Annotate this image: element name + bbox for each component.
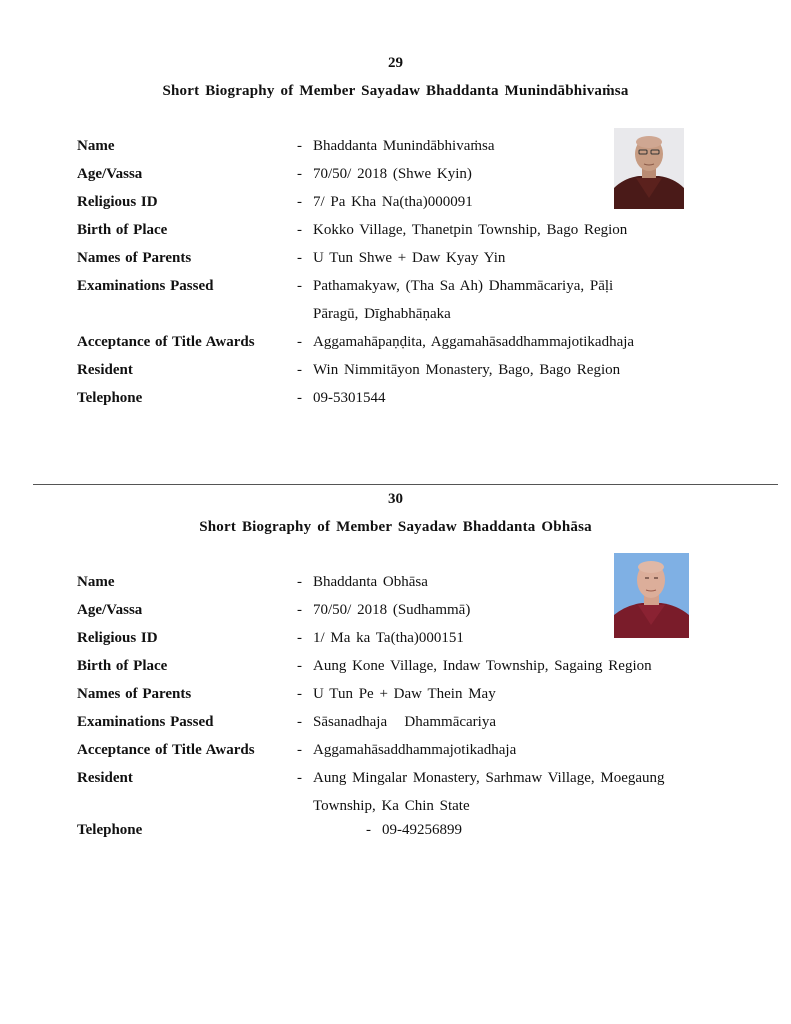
field-row xyxy=(0,714,791,736)
field-row xyxy=(0,602,791,624)
field-separator: - xyxy=(297,194,302,210)
field-row xyxy=(0,138,791,160)
field-value: 70/50/ 2018 (Shwe Kyin) xyxy=(313,166,472,182)
field-value: Pathamakyaw, (Tha Sa Ah) Dhammācariya, Pāḷi xyxy=(313,278,614,294)
field-separator: - xyxy=(297,630,302,646)
field-value: Aung Mingalar Monastery, Sarhmaw Village, Moegaung xyxy=(313,770,665,786)
section-29-number: 29 xyxy=(388,55,403,71)
field-separator: - xyxy=(297,250,302,266)
field-label: Age/Vassa xyxy=(77,602,143,618)
field-row xyxy=(0,222,791,244)
field-value: Win Nimmitāyon Monastery, Bago, Bago Region xyxy=(313,362,621,378)
field-separator: - xyxy=(297,574,302,590)
field-row xyxy=(0,362,791,384)
field-value: Bhaddanta Obhāsa xyxy=(313,574,428,590)
field-label: Examinations Passed xyxy=(77,278,214,294)
field-row xyxy=(0,630,791,652)
field-label: Resident xyxy=(77,770,133,786)
field-separator: - xyxy=(297,602,302,618)
field-label: Resident xyxy=(77,362,133,378)
field-value-continuation: Pāragū, Dīghabhāṇaka xyxy=(313,306,451,322)
field-separator: - xyxy=(297,278,302,294)
field-separator: - xyxy=(297,686,302,702)
field-separator: - xyxy=(297,714,302,730)
field-separator: - xyxy=(366,822,371,838)
field-value: Kokko Village, Thanetpin Township, Bago Region xyxy=(313,222,628,238)
section-30-number: 30 xyxy=(388,491,403,507)
field-label: Name xyxy=(77,138,115,154)
field-separator: - xyxy=(297,770,302,786)
field-row xyxy=(0,334,791,356)
field-value: 70/50/ 2018 (Sudhammā) xyxy=(313,602,471,618)
section-29-title: Short Biography of Member Sayadaw Bhaddanta Munindābhivaṁsa xyxy=(162,83,629,99)
field-label: Name xyxy=(77,574,115,590)
field-value: Aung Kone Village, Indaw Township, Sagaing Region xyxy=(313,658,652,674)
field-separator: - xyxy=(297,334,302,350)
field-row xyxy=(0,770,791,792)
field-separator: - xyxy=(297,138,302,154)
field-value: 1/ Ma ka Ta(tha)000151 xyxy=(313,630,464,646)
field-row xyxy=(0,278,791,300)
field-row xyxy=(0,194,791,216)
field-row xyxy=(0,742,791,764)
field-label: Telephone xyxy=(77,390,143,406)
field-label: Religious ID xyxy=(77,630,158,646)
section-30-title: Short Biography of Member Sayadaw Bhaddanta Obhāsa xyxy=(199,519,592,535)
field-separator: - xyxy=(297,390,302,406)
field-value: Sāsanadhaja Dhammācariya xyxy=(313,714,497,730)
field-separator: - xyxy=(297,742,302,758)
field-label: Acceptance of Title Awards xyxy=(77,742,255,758)
field-label: Names of Parents xyxy=(77,686,192,702)
field-label: Birth of Place xyxy=(77,222,168,238)
field-label: Age/Vassa xyxy=(77,166,143,182)
field-value: U Tun Pe + Daw Thein May xyxy=(313,686,496,702)
field-value: Bhaddanta Munindābhivaṁsa xyxy=(313,138,495,154)
field-row xyxy=(0,822,791,844)
field-value-continuation: Township, Ka Chin State xyxy=(313,798,470,814)
field-value: Aggamahāsaddhammajotikadhaja xyxy=(313,742,517,758)
field-separator: - xyxy=(297,362,302,378)
field-label: Religious ID xyxy=(77,194,158,210)
field-label: Names of Parents xyxy=(77,250,192,266)
field-value: 09-5301544 xyxy=(313,390,386,406)
field-label: Telephone xyxy=(77,822,143,838)
field-label: Birth of Place xyxy=(77,658,168,674)
field-separator: - xyxy=(297,222,302,238)
field-row xyxy=(0,390,791,412)
field-label: Examinations Passed xyxy=(77,714,214,730)
field-separator: - xyxy=(297,658,302,674)
field-value: 09-49256899 xyxy=(382,822,462,838)
field-value: Aggamahāpaṇḍita, Aggamahāsaddhammajotikadhaja xyxy=(313,334,635,350)
field-value: 7/ Pa Kha Na(tha)000091 xyxy=(313,194,473,210)
field-row xyxy=(0,574,791,596)
field-row xyxy=(0,686,791,708)
field-row xyxy=(0,658,791,680)
field-separator: - xyxy=(297,166,302,182)
field-row xyxy=(0,250,791,272)
section-divider xyxy=(33,484,778,485)
field-value: U Tun Shwe + Daw Kyay Yin xyxy=(313,250,506,266)
field-row xyxy=(0,166,791,188)
field-label: Acceptance of Title Awards xyxy=(77,334,255,350)
